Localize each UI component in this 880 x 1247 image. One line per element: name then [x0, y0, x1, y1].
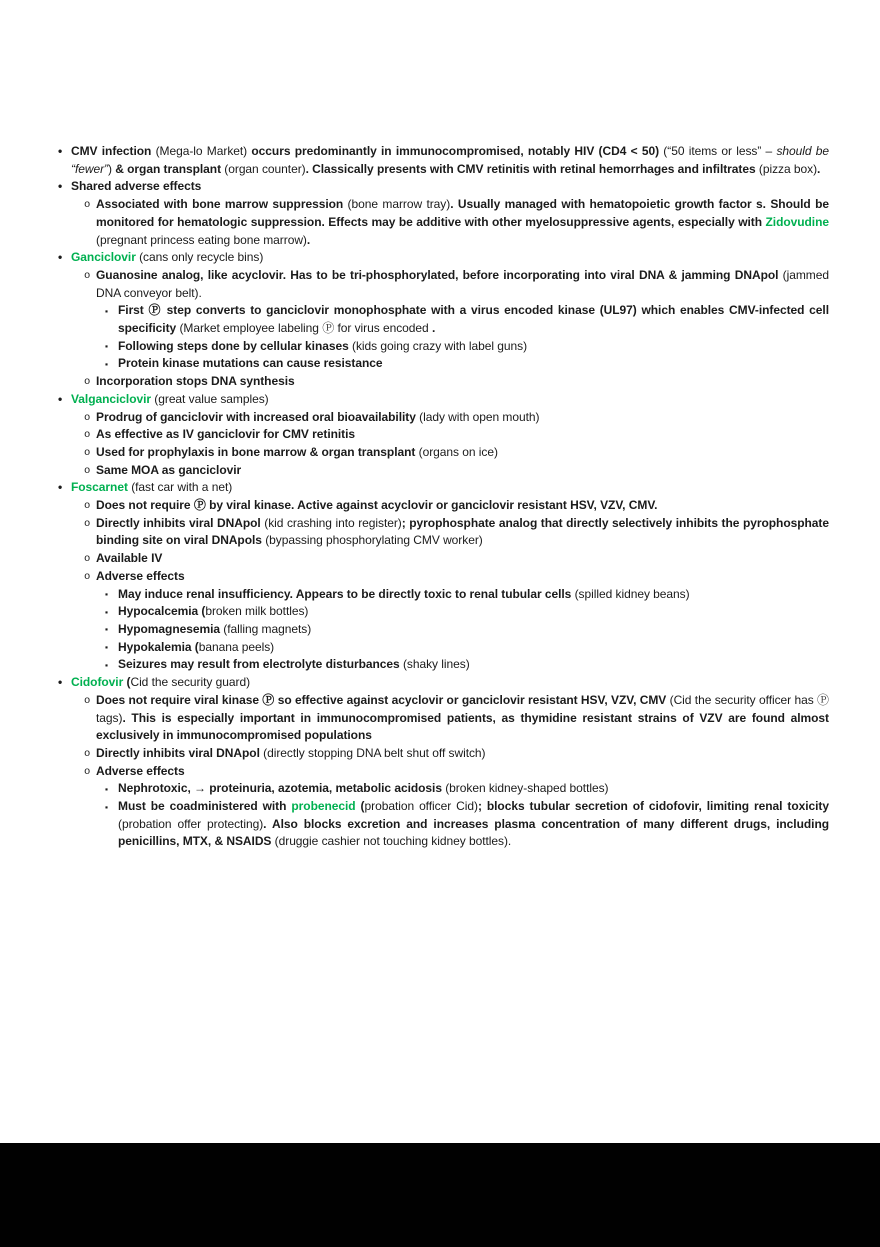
text-segment: (lady with open mouth): [419, 409, 540, 424]
list-item-text: [96, 197, 829, 246]
list-item-text: [118, 799, 829, 848]
list-item: [0, 178, 829, 196]
text-segment: (spilled kidney beans): [574, 586, 690, 601]
list-item-text: [96, 746, 486, 760]
list-item-text: [96, 374, 295, 388]
list-item: [0, 249, 829, 267]
text-segment: Adverse effects: [96, 568, 185, 583]
list-item-text: [118, 356, 383, 370]
list-item-text: [96, 410, 539, 424]
list-item: [0, 550, 829, 568]
text-segment: (falling magnets): [223, 621, 312, 636]
text-segment: Hypokalemia (: [118, 639, 199, 654]
list-item: [0, 515, 829, 550]
text-segment: should be “fewer”: [71, 144, 830, 176]
text-segment: (: [360, 799, 365, 814]
list-item: [0, 444, 829, 462]
list-item-text: [71, 144, 829, 176]
list-item: [0, 586, 829, 604]
circle-bullet-icon: o: [84, 694, 91, 707]
text-segment: probation officer Cid): [364, 799, 478, 814]
list-item: [0, 568, 829, 586]
list-item-text: [71, 392, 269, 406]
list-item: [0, 267, 829, 302]
list-item-text: [96, 268, 829, 300]
list-item-text: [96, 551, 162, 565]
square-bullet-icon: ▪: [105, 305, 108, 316]
text-segment: broken milk bottles): [205, 604, 309, 619]
text-segment: . Usually managed with hematopoietic growth factor s. Should be monitored for hematologic suppression. Effects may be additive with other myelosuppressive agents, especially with: [96, 197, 829, 229]
text-segment: (kids going crazy with label guns): [352, 338, 528, 353]
text-segment: (kid crashing into register): [264, 515, 402, 530]
list-item: [0, 780, 829, 798]
text-segment: (directly stopping DNA belt shut off switch): [263, 745, 486, 760]
text-segment: (jammed DNA conveyor belt).: [96, 267, 829, 300]
text-segment: occurs predominantly in immunocompromised, notably HIV (CD4 < 50): [251, 144, 664, 158]
list-item: [0, 798, 829, 851]
square-bullet-icon: ▪: [105, 801, 108, 812]
text-segment: Hypomagnesemia: [118, 621, 224, 636]
text-segment: (Cid the security officer has Ⓟ tags): [96, 692, 829, 725]
text-segment: Available IV: [96, 551, 163, 566]
circle-bullet-icon: o: [84, 446, 91, 459]
circle-bullet-icon: o: [84, 765, 91, 778]
text-segment: ; pyrophosphate analog that directly selectively inhibits the pyrophosphate binding site on viral DNApols: [96, 515, 829, 548]
text-segment: Must be coadministered with: [118, 799, 292, 814]
list-item-text: [96, 764, 185, 778]
text-segment: (great value samples): [154, 391, 269, 406]
disc-bullet-icon: •: [58, 179, 63, 194]
text-segment: Does not require viral kinase Ⓟ so effective against acyclovir or ganciclovir resistant HSV, VZV, CMV: [96, 692, 670, 707]
list-item: [0, 355, 829, 373]
list-item: [0, 692, 829, 745]
text-segment: (druggie cashier not touching kidney bottles).: [274, 834, 512, 849]
list-item-text: [118, 640, 274, 654]
text-segment: Following steps done by cellular kinases: [118, 338, 353, 353]
text-segment: CMV infection: [71, 144, 156, 158]
text-segment: First Ⓟ step converts to ganciclovir monophosphate with a virus encoded kinase (UL97) which enables CMV-infected cell specificity: [118, 303, 829, 336]
list-item-text: [96, 498, 657, 512]
list-item-text: [96, 516, 829, 548]
text-segment: probenecid: [291, 799, 361, 814]
square-bullet-icon: ▪: [105, 624, 108, 635]
circle-bullet-icon: o: [84, 553, 91, 566]
text-segment: Valganciclovir: [71, 391, 155, 406]
list-item-text: [118, 339, 527, 353]
list-item-text: [118, 604, 308, 618]
circle-bullet-icon: o: [84, 269, 91, 282]
list-item: [0, 302, 829, 337]
text-segment: (bypassing phosphorylating CMV worker): [265, 533, 483, 548]
text-segment: Guanosine analog, like acyclovir. Has to be tri-phosphorylated, before incorporating into viral DNA & jamming DNApol: [96, 267, 783, 282]
text-segment: Protein kinase mutations can cause resistance: [118, 356, 383, 371]
text-segment: Ganciclovir: [71, 250, 140, 265]
circle-bullet-icon: o: [84, 376, 91, 389]
text-segment: . This is especially important in immunocompromised patients, as thymidine resistant strains of VZV are found almost exclusively in immunocompromised populations: [96, 710, 829, 743]
text-segment: (pizza box): [758, 161, 818, 176]
text-segment: (Market employee labeling Ⓟ for virus encoded: [179, 321, 432, 336]
disc-bullet-icon: •: [58, 144, 63, 158]
text-segment: .: [817, 161, 821, 176]
square-bullet-icon: ▪: [105, 358, 108, 369]
text-segment: (cans only recycle bins): [139, 250, 264, 265]
text-segment: Nephrotoxic, → proteinuria, azotemia, metabolic acidosis: [118, 781, 446, 796]
text-segment: Incorporation stops DNA synthesis: [96, 374, 295, 389]
list-item-text: [71, 480, 232, 494]
disc-bullet-icon: •: [58, 480, 63, 495]
list-item: [0, 763, 829, 781]
text-segment: (bone marrow tray): [347, 197, 451, 212]
list-item: [0, 196, 829, 249]
circle-bullet-icon: o: [84, 517, 91, 530]
text-segment: May induce renal insufficiency. Appears to be directly toxic to renal tubular cells: [118, 586, 575, 601]
square-bullet-icon: ▪: [105, 341, 108, 352]
square-bullet-icon: ▪: [105, 642, 108, 653]
list-item: [0, 338, 829, 356]
disc-bullet-icon: •: [58, 391, 63, 406]
list-item: [0, 745, 829, 763]
text-segment: Used for prophylaxis in bone marrow & organ transplant: [96, 444, 419, 459]
text-segment: Does not require Ⓟ by viral kinase. Active against acyclovir or ganciclovir resistant HSV, VZV, CMV.: [96, 498, 658, 513]
list-item-text: [118, 622, 311, 636]
text-segment: Cid the security guard): [130, 675, 251, 690]
list-item: [0, 621, 829, 639]
list-item-text: [96, 569, 185, 583]
text-segment: Same MOA as ganciclovir: [96, 462, 242, 477]
text-segment: As effective as IV ganciclovir for CMV retinitis: [96, 427, 356, 442]
list-item-text: [118, 657, 470, 671]
text-segment: (Mega-lo Market): [155, 144, 252, 158]
square-bullet-icon: ▪: [105, 659, 108, 670]
text-segment: & organ transplant: [115, 161, 225, 176]
footer-black-bar: [0, 1143, 880, 1247]
circle-bullet-icon: o: [84, 464, 91, 477]
list-item: [0, 409, 829, 427]
text-segment: Associated with bone marrow suppression: [96, 197, 348, 212]
list-item-text: [96, 463, 241, 477]
circle-bullet-icon: o: [84, 500, 91, 513]
circle-bullet-icon: o: [84, 429, 91, 442]
text-segment: . Also blocks excretion and increases plasma concentration of many different drugs, including penicillins, MTX, & NSAIDS: [118, 816, 829, 849]
text-segment: . Classically presents with CMV retinitis with retinal hemorrhages and infiltrates: [305, 161, 759, 176]
circle-bullet-icon: o: [84, 747, 91, 760]
document-content: [0, 143, 829, 851]
list-item: [0, 674, 829, 692]
text-segment: (shaky lines): [402, 657, 470, 672]
text-segment: Foscarnet: [71, 480, 132, 495]
list-item: [0, 656, 829, 674]
circle-bullet-icon: o: [84, 199, 91, 212]
circle-bullet-icon: o: [84, 570, 91, 583]
text-segment: Directly inhibits viral DNApol: [96, 745, 264, 760]
list-item: [0, 373, 829, 391]
list-item: [0, 603, 829, 621]
text-segment: ): [108, 161, 116, 176]
text-segment: (pregnant princess eating bone marrow): [96, 232, 307, 247]
text-segment: (organs on ice): [418, 444, 498, 459]
list-item-text: [118, 781, 609, 795]
list-item: [0, 497, 829, 515]
list-item-text: [71, 179, 201, 193]
text-segment: Seizures may result from electrolyte disturbances: [118, 657, 403, 672]
square-bullet-icon: ▪: [105, 783, 108, 794]
list-item: [0, 462, 829, 480]
disc-bullet-icon: •: [58, 675, 63, 690]
list-item: [0, 391, 829, 409]
text-segment: ; blocks tubular secretion of cidofovir, limiting renal toxicity: [477, 799, 829, 814]
list-item: [0, 426, 829, 444]
text-segment: (broken kidney-shaped bottles): [445, 781, 609, 796]
text-segment: (fast car with a net): [131, 480, 233, 495]
text-segment: Prodrug of ganciclovir with increased oral bioavailability: [96, 409, 420, 424]
list-item-text: [96, 427, 355, 441]
list-item-text: [96, 445, 498, 459]
circle-bullet-icon: o: [84, 411, 91, 424]
text-segment: Directly inhibits viral DNApol: [96, 515, 265, 530]
list-item: [0, 143, 829, 178]
text-segment: banana peels): [198, 639, 275, 654]
list-item: [0, 639, 829, 657]
square-bullet-icon: ▪: [105, 606, 108, 617]
text-segment: (organ counter): [224, 161, 306, 176]
text-segment: Zidovudine: [765, 214, 829, 229]
text-segment: .: [306, 232, 311, 247]
text-segment: Shared adverse effects: [71, 179, 202, 194]
text-segment: Hypocalcemia (: [118, 604, 206, 619]
text-segment: Adverse effects: [96, 763, 185, 778]
list-item-text: [71, 250, 263, 264]
list-item-text: [118, 303, 829, 335]
square-bullet-icon: ▪: [105, 589, 108, 600]
text-segment: .: [431, 321, 436, 336]
list-item-text: [96, 693, 829, 742]
disc-bullet-icon: •: [58, 250, 63, 265]
text-segment: (probation offer protecting): [118, 816, 264, 831]
text-segment: Cidofovir: [71, 675, 127, 690]
list-item-text: [118, 587, 690, 601]
text-segment: (: [126, 675, 131, 690]
list-item-text: [71, 675, 250, 689]
list-item: [0, 479, 829, 497]
text-segment: (“50 items or less” –: [663, 144, 777, 158]
